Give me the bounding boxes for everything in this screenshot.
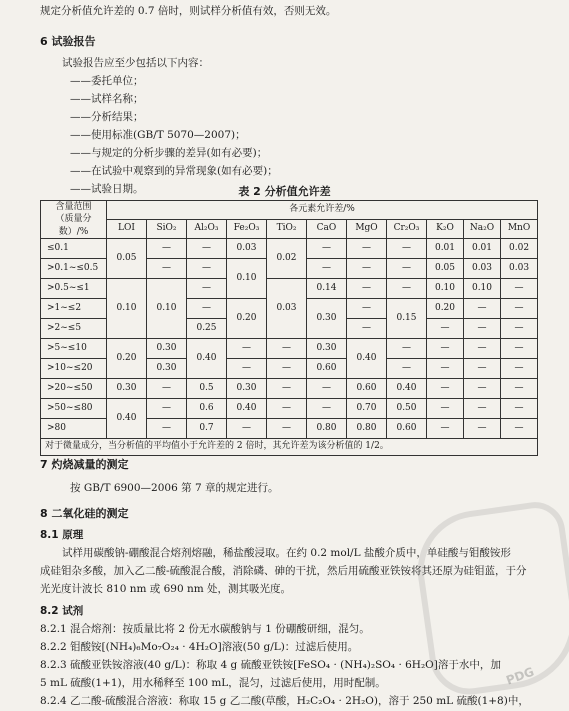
library-stamp-watermark (410, 498, 569, 699)
table-cell: 0.05 (427, 259, 464, 279)
empty-cell: — (464, 419, 501, 439)
empty-cell: — (347, 259, 387, 279)
report-item: ——使用标准(GB/T 5070—2007)； (70, 129, 246, 141)
empty-cell: — (464, 319, 501, 339)
reagent-8-2-3-line: 8.2.3 硫酸亚铁铵溶液(40 g/L)：称取 4 g 硫酸亚铁铵[FeSO₄ · (NH₄)₂SO₄ · 6H₂O]溶于水中，加 (40, 659, 501, 671)
empty-cell: — (464, 339, 501, 359)
table-cell: 0.10 (147, 279, 187, 339)
table-cell: 0.03 (501, 259, 538, 279)
range-cell: >0.5~≤1 (41, 279, 107, 299)
table-cell: 0.02 (267, 239, 307, 279)
table-row (41, 399, 538, 419)
table-cell: 0.25 (187, 319, 227, 339)
table-cell: 0.40 (187, 339, 227, 379)
empty-cell: — (147, 419, 187, 439)
empty-cell: — (427, 379, 464, 399)
table-cell: 0.30 (307, 299, 347, 339)
empty-cell: — (347, 299, 387, 319)
table-cell: 0.80 (347, 419, 387, 439)
table-cell: 0.10 (107, 279, 147, 339)
range-cell: >10~≤20 (41, 359, 107, 379)
empty-cell: — (147, 259, 187, 279)
range-cell: ≤0.1 (41, 239, 107, 259)
empty-cell: — (347, 239, 387, 259)
column-header: Al₂O₃ (187, 220, 227, 239)
empty-cell: — (427, 339, 464, 359)
empty-cell: — (187, 279, 227, 299)
empty-cell: — (501, 379, 538, 399)
table-cell: 0.30 (107, 379, 147, 399)
empty-cell: — (464, 379, 501, 399)
section-7-heading: 7 灼烧减量的测定 (40, 458, 129, 471)
table-caption: 表 2 分析值允许差 (238, 185, 331, 198)
table-row (41, 239, 538, 259)
column-header: MgO (347, 220, 387, 239)
range-column-header: 含量范围 （质量分数）/% (41, 201, 107, 239)
report-item: ——试样名称； (70, 93, 144, 105)
principle-line: 光光度计波长 810 nm 或 690 nm 处，测其吸光度。 (40, 583, 292, 595)
table-cell: 0.15 (387, 299, 427, 339)
table-cell: 0.03 (227, 239, 267, 259)
empty-cell: — (427, 319, 464, 339)
empty-cell: — (267, 379, 307, 399)
empty-cell: — (347, 319, 387, 339)
table-row (41, 339, 538, 359)
column-header: K₂O (427, 220, 464, 239)
table-cell: 0.6 (187, 399, 227, 419)
table-cell: 0.80 (307, 419, 347, 439)
empty-cell: — (227, 359, 267, 379)
column-header: Na₂O (464, 220, 501, 239)
principle-line: 成硅钼杂多酸，加入乙二酸-硫酸混合酸，消除磷、砷的干扰，然后用硫酸亚铁铵将其还原为硅钼蓝，于分 (40, 565, 527, 577)
empty-cell: — (187, 299, 227, 319)
table-cell: 0.60 (307, 359, 347, 379)
column-header: CaO (307, 220, 347, 239)
empty-cell: — (387, 259, 427, 279)
section-6-intro: 试验报告应至少包括以下内容： (62, 57, 209, 69)
column-header: SiO₂ (147, 220, 187, 239)
empty-cell: — (227, 339, 267, 359)
empty-cell: — (464, 399, 501, 419)
empty-cell: — (427, 419, 464, 439)
empty-cell: — (147, 399, 187, 419)
table-cell: 0.40 (387, 379, 427, 399)
reagent-8-2-2: 8.2.2 钼酸铵[(NH₄)₆Mo₇O₂₄ · 4H₂O]溶液(50 g/L)：过滤后使用。 (40, 641, 359, 653)
empty-cell: — (427, 359, 464, 379)
reagent-8-2-3-line: 5 mL 硫酸(1+1)，用水稀释至 100 mL，混匀，过滤后使用，用时配制。 (40, 677, 386, 689)
empty-cell: — (501, 319, 538, 339)
top-paragraph: 规定分析值允许差的 0.7 倍时，则试样分析值有效，否则无效。 (40, 5, 337, 17)
table-cell: 0.70 (347, 399, 387, 419)
table-cell: 0.14 (307, 279, 347, 299)
section-8-1-heading: 8.1 原理 (40, 529, 84, 541)
table-cell: 0.01 (427, 239, 464, 259)
range-cell: >0.1~≤0.5 (41, 259, 107, 279)
table-cell: 0.30 (307, 339, 347, 359)
empty-cell: — (307, 239, 347, 259)
empty-cell: — (387, 359, 427, 379)
section-7-text: 按 GB/T 6900—2006 第 7 章的规定进行。 (70, 482, 279, 494)
range-cell: >2~≤5 (41, 319, 107, 339)
empty-cell: — (227, 419, 267, 439)
table-cell: 0.7 (187, 419, 227, 439)
table-cell: 0.30 (147, 339, 187, 359)
empty-cell: — (387, 239, 427, 259)
column-header: Cr₂O₃ (387, 220, 427, 239)
empty-cell: — (501, 359, 538, 379)
table-cell: 0.60 (347, 379, 387, 399)
empty-cell: — (187, 259, 227, 279)
principle-line: 试样用碳酸钠-硼酸混合熔剂熔融，稀盐酸浸取。在约 0.2 mol/L 盐酸介质中，单硅酸与钼酸铵形 (62, 547, 511, 559)
section-8-heading: 8 二氧化硅的测定 (40, 507, 129, 520)
empty-cell: — (147, 379, 187, 399)
empty-cell: — (387, 279, 427, 299)
empty-cell: — (347, 279, 387, 299)
table-footnote: 对于微量成分，当分析值的平均值小于允许差的 2 倍时，其允许差为该分析值的 1/2。 (41, 439, 538, 456)
empty-cell: — (464, 299, 501, 319)
section-6-heading: 6 试验报告 (40, 35, 96, 48)
table-cell: 0.10 (464, 279, 501, 299)
empty-cell: — (307, 399, 347, 419)
table-cell: 0.30 (147, 359, 187, 379)
empty-cell: — (501, 419, 538, 439)
empty-cell: — (501, 299, 538, 319)
empty-cell: — (187, 239, 227, 259)
table-cell: 0.60 (387, 419, 427, 439)
range-cell: >20~≤50 (41, 379, 107, 399)
empty-cell: — (427, 399, 464, 419)
column-header: Fe₂O₃ (227, 220, 267, 239)
column-header: MnO (501, 220, 538, 239)
range-cell: >5~≤10 (41, 339, 107, 359)
report-item: ——在试验中观察到的异常现象(如有必要)； (70, 165, 278, 177)
table-cell: 0.5 (187, 379, 227, 399)
table-cell: 0.02 (501, 239, 538, 259)
table-cell: 0.10 (227, 259, 267, 299)
empty-cell: — (501, 279, 538, 299)
table-cell: 0.10 (427, 279, 464, 299)
column-header: LOI (107, 220, 147, 239)
empty-cell: — (267, 359, 307, 379)
report-item: ——分析结果； (70, 111, 144, 123)
table-cell: 0.40 (107, 399, 147, 439)
table-cell: 0.20 (227, 299, 267, 339)
empty-cell: — (267, 399, 307, 419)
empty-cell: — (307, 379, 347, 399)
report-item: ——委托单位； (70, 75, 144, 87)
section-8-2-heading: 8.2 试剂 (40, 605, 84, 617)
range-cell: >80 (41, 419, 107, 439)
table-cell: 0.40 (227, 399, 267, 419)
table-row (41, 279, 538, 299)
table-cell: 0.30 (227, 379, 267, 399)
column-header: TiO₂ (267, 220, 307, 239)
allowable-difference-table (40, 200, 538, 456)
reagent-8-2-1: 8.2.1 混合熔剂：按质量比将 2 份无水碳酸钠与 1 份硼酸研细，混匀。 (40, 623, 370, 635)
table-cell: 0.05 (107, 239, 147, 279)
empty-cell: — (307, 259, 347, 279)
empty-cell: — (501, 339, 538, 359)
empty-cell: — (501, 399, 538, 419)
pdg-watermark: PDG (504, 664, 536, 688)
table-cell: 0.50 (387, 399, 427, 419)
empty-cell: — (464, 359, 501, 379)
empty-cell: — (387, 339, 427, 359)
table-cell: 0.03 (267, 279, 307, 339)
empty-cell: — (267, 419, 307, 439)
range-cell: >50~≤80 (41, 399, 107, 419)
table-row (41, 379, 538, 399)
report-item: ——与规定的分析步骤的差异(如有必要)； (70, 147, 268, 159)
reagent-8-2-4-line: 8.2.4 乙二酸-硫酸混合溶液：称取 15 g 乙二酸(草酸，H₂C₂O₄ · 2H₂O)，溶于 250 mL 硫酸(1+8)中， (40, 695, 529, 707)
empty-cell: — (267, 339, 307, 359)
table-cell: 0.40 (347, 339, 387, 379)
range-cell: >1~≤2 (41, 299, 107, 319)
table-cell: 0.03 (464, 259, 501, 279)
table-cell: 0.01 (464, 239, 501, 259)
table-cell: 0.20 (107, 339, 147, 379)
element-group-header: 各元素允许差/% (107, 201, 538, 220)
table-cell: 0.20 (427, 299, 464, 319)
empty-cell: — (147, 239, 187, 259)
report-item: ——试验日期。 (70, 183, 144, 195)
